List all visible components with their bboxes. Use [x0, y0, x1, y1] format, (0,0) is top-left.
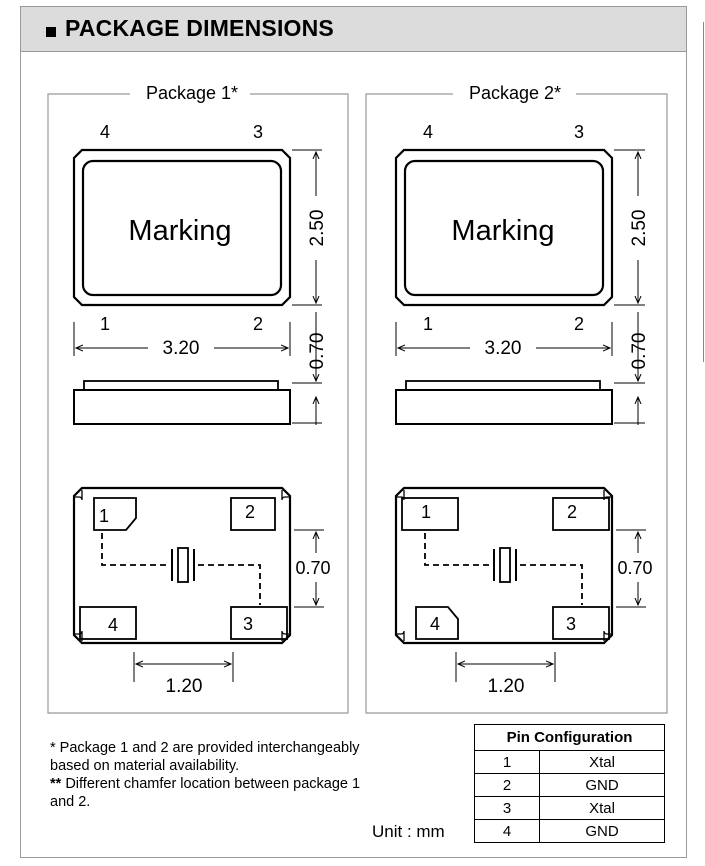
height-dimension: 2.50 [629, 209, 650, 247]
pad-label: 4 [429, 614, 441, 634]
table-row [475, 751, 665, 774]
footnotes [50, 739, 440, 811]
package-lid [84, 381, 278, 390]
pad-vertical-dimension: 0.70 [617, 558, 653, 578]
table-row [475, 797, 665, 820]
pin-cell: 2 [475, 774, 540, 797]
pad-2 [553, 498, 609, 530]
table-row [475, 820, 665, 843]
pad-label: 3 [242, 614, 254, 634]
pin-number: 2 [573, 314, 585, 334]
pad-horizontal-dimension: 1.20 [487, 676, 525, 697]
package-2-drawing [366, 83, 667, 713]
pad-3 [231, 607, 287, 639]
pin-cell: 3 [475, 797, 540, 820]
pad-label: 1 [420, 502, 432, 522]
package-base [396, 390, 612, 424]
unit-label: Unit : mm [372, 822, 445, 841]
pin-number: 2 [252, 314, 264, 334]
function-cell: GND [540, 820, 665, 843]
crystal-icon [500, 548, 510, 582]
height-dimension: 2.50 [307, 209, 328, 247]
pad-label: 2 [244, 502, 256, 522]
package-base [74, 390, 290, 424]
footnote-line: * Package 1 and 2 are provided interchangeably [50, 740, 360, 756]
package-lid [406, 381, 600, 390]
pin-configuration-table [474, 724, 665, 843]
package-1-drawing [48, 83, 348, 713]
footnote-marker: ** [50, 776, 62, 792]
marking-text: Marking [451, 215, 555, 247]
marking-text: Marking [128, 215, 232, 247]
pad-vertical-dimension: 0.70 [295, 558, 331, 578]
pin-number: 3 [252, 122, 264, 142]
function-cell: Xtal [540, 797, 665, 820]
pin-number: 1 [422, 314, 434, 334]
pin-number: 4 [422, 122, 434, 142]
function-cell: GND [540, 774, 665, 797]
pad-label: 2 [566, 502, 578, 522]
width-dimension: 3.20 [484, 338, 522, 359]
footnote-text: Different chamfer location between package 1 [61, 776, 361, 792]
pad-label: 4 [107, 615, 119, 635]
pad-horizontal-dimension: 1.20 [165, 676, 203, 697]
table-header: Pin Configuration [475, 725, 665, 751]
pin-number: 4 [99, 122, 111, 142]
package-2-label: Package 2* [468, 83, 562, 103]
crystal-icon [178, 548, 188, 582]
pin-cell: 4 [475, 820, 540, 843]
pad-3 [553, 607, 609, 639]
pad-label: 1 [98, 506, 110, 526]
footnote-line: and 2. [50, 794, 91, 810]
footnote-line [50, 775, 440, 793]
table-row [475, 774, 665, 797]
pad-label: 3 [565, 614, 577, 634]
section-title: PACKAGE DIMENSIONS [65, 15, 334, 41]
thickness-dimension: 0.70 [629, 332, 650, 370]
pin-number: 1 [99, 314, 111, 334]
pin-cell: 1 [475, 751, 540, 774]
package-1-label: Package 1* [145, 83, 239, 103]
pin-number: 3 [573, 122, 585, 142]
function-cell: Xtal [540, 751, 665, 774]
width-dimension: 3.20 [162, 338, 200, 359]
footnote-line: based on material availability. [50, 758, 240, 774]
thickness-dimension: 0.70 [307, 332, 328, 370]
